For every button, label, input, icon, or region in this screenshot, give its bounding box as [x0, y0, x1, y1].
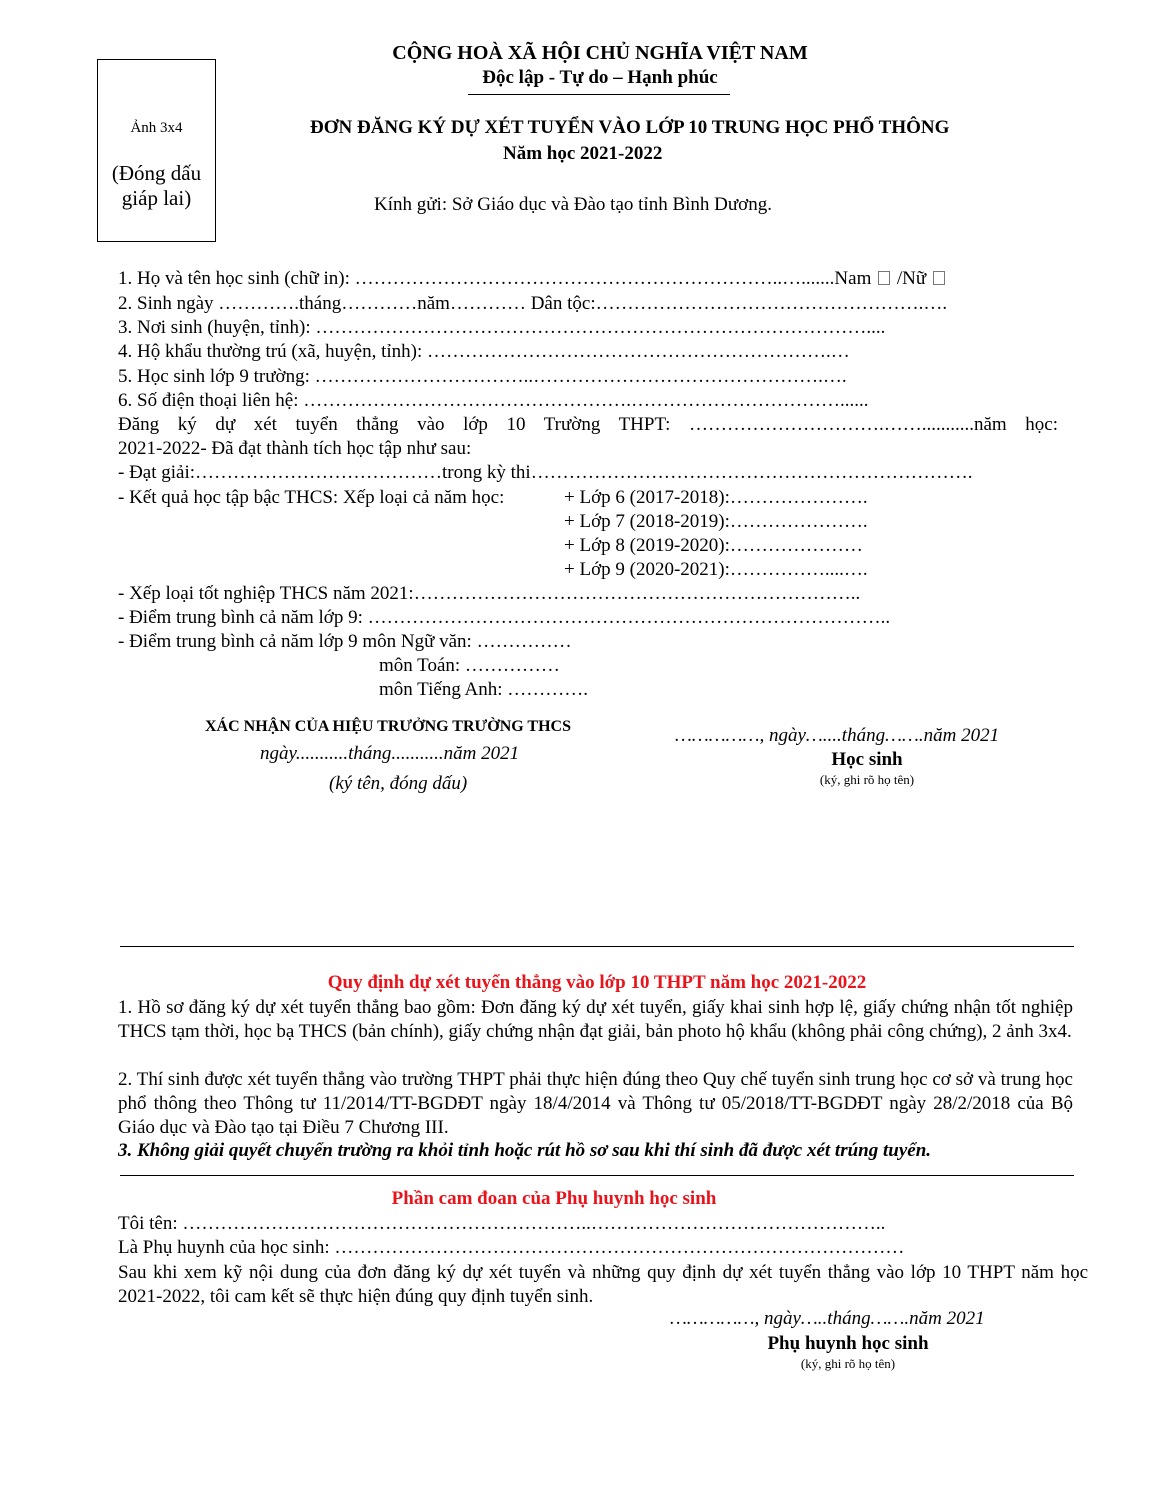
- student-name-field[interactable]: 1. Họ và tên học sinh (chữ in): …………………………………………………………..….......Nam: [118, 268, 872, 289]
- birth-date-field[interactable]: 2. Sinh ngày ………….tháng…………năm………… Dân tộc:…………………………………………….….: [118, 293, 948, 314]
- register-school-field[interactable]: Đăng ký dự xét tuyển thẳng vào lớp 10 Trường THPT: ………………………….……...........năm học:: [118, 414, 1058, 435]
- award-field[interactable]: - Đạt giải:…………………………………trong kỳ thi…………………………………………………………….: [118, 462, 973, 483]
- school-year: Năm học 2021-2022: [503, 143, 663, 164]
- avg-literature-field[interactable]: - Điểm trung bình cả năm lớp 9 môn Ngữ văn: ……………: [118, 631, 572, 652]
- principal-sign-note: (ký tên, đóng dấu): [329, 773, 468, 794]
- female-label: /Nữ: [896, 268, 927, 289]
- parent-section-divider: [120, 1175, 1074, 1176]
- parent-sign-note: (ký, ghi rõ họ tên): [800, 1356, 896, 1371]
- grade9-field[interactable]: + Lớp 9 (2020-2021):……………....….: [564, 559, 868, 580]
- country-name: CỘNG HOÀ XÃ HỘI CHỦ NGHĨA VIỆT NAM: [392, 42, 808, 64]
- student-sign-title: Học sinh: [831, 749, 903, 770]
- parent-name-field[interactable]: Tôi tên: ………………………………………………………..………………………………………..: [118, 1213, 886, 1234]
- rule-item-1: 1. Hồ sơ đăng ký dự xét tuyển thẳng bao gồm: Đơn đăng ký dự xét tuyển, giấy khai sinh hợp lệ, giấy chứng nhận tốt nghiệp THCS tạm thời, học bạ THCS (bản chính), giấy chứng nhận đạt giải, bản photo hộ khẩu (không phải công chứng), 2 ảnh 3x4.: [118, 997, 1073, 1042]
- results-label: - Kết quả học tập bậc THCS: Xếp loại cả năm học:: [118, 487, 505, 508]
- photo-size-label: Ảnh 3x4: [130, 120, 183, 136]
- grade7-field[interactable]: + Lớp 7 (2018-2019):………………….: [564, 511, 868, 532]
- parent-of-student-field[interactable]: Là Phụ huynh của học sinh: ………………………………………………………………………………: [118, 1237, 905, 1258]
- parent-sign-title: Phụ huynh học sinh: [767, 1333, 929, 1354]
- female-checkbox[interactable]: [933, 271, 945, 285]
- rule-item-2: 2. Thí sinh được xét tuyển thẳng vào trường THPT phải thực hiện đúng theo Quy chế tuyển sinh trung học cơ sở và trung học phổ thông theo Thông tư 11/2014/TT-BGDĐT ngày 18/4/2014 và Thông tư 05/2018/TT-BGDĐT ngày 28/2/2018 của Bộ Giáo dục và Đào tạo tại Điều 7 Chương III.: [118, 1069, 1073, 1138]
- english-field[interactable]: môn Tiếng Anh: ………….: [379, 679, 589, 700]
- form-title: ĐƠN ĐĂNG KÝ DỰ XÉT TUYỂN VÀO LỚP 10 TRUNG HỌC PHỔ THÔNG: [310, 117, 950, 138]
- principal-confirmation-title: XÁC NHẬN CỦA HIỆU TRƯỞNG TRƯỜNG THCS: [205, 718, 571, 735]
- avg-grade9-field[interactable]: - Điểm trung bình cả năm lớp 9: ………………………………………………………………………..: [118, 607, 891, 628]
- student-sign-date: ……………, ngày…....tháng…….năm 2021: [675, 725, 1000, 746]
- parent-statement: Sau khi xem kỹ nội dung của đơn đăng ký dự xét tuyển và những quy định dự xét tuyển thẳng vào lớp 10 THPT năm học 2021-2022, tôi cam kết sẽ thực hiện đúng quy định tuyển sinh.: [118, 1262, 1088, 1307]
- residence-field[interactable]: 4. Hộ khẩu thường trú (xã, huyện, tỉnh): ……………………………………………………….…: [118, 341, 850, 362]
- rule-item-3: 3. Không giải quyết chuyển trường ra khỏi tỉnh hoặc rút hồ sơ sau khi thí sinh đã được xét trúng tuyển.: [118, 1140, 932, 1161]
- phone-field[interactable]: 6. Số điện thoại liên hệ: …………………………………………….……………………………......: [118, 390, 869, 411]
- grade9-school-field[interactable]: 5. Học sinh lớp 9 trường: ……………………………..……………………………………….….: [118, 366, 847, 387]
- graduation-field[interactable]: - Xếp loại tốt nghiệp THCS năm 2021:……………………………………………………………..: [118, 583, 861, 604]
- principal-date: ngày...........tháng...........năm 2021: [260, 743, 520, 764]
- grade6-field[interactable]: + Lớp 6 (2017-2018):………………….: [564, 487, 868, 508]
- recipient-line: Kính gửi: Sở Giáo dục và Đào tạo tỉnh Bình Dương.: [374, 194, 772, 215]
- national-motto: Độc lập - Tự do – Hạnh phúc: [482, 67, 718, 88]
- photo-box: [97, 59, 216, 242]
- motto-underline: [468, 94, 730, 95]
- parent-sign-date: ……………, ngày…..tháng…….năm 2021: [670, 1308, 985, 1329]
- register-line-2: 2021-2022- Đã đạt thành tích học tập như sau:: [118, 438, 472, 459]
- student-name-line: [118, 268, 947, 290]
- male-checkbox[interactable]: [878, 271, 890, 285]
- parent-section-title: Phần cam đoan của Phụ huynh học sinh: [391, 1188, 717, 1209]
- photo-stamp-note: (Đóng dấu giáp lai): [111, 161, 202, 210]
- birthplace-field[interactable]: 3. Nơi sinh (huyện, tỉnh): ……………………………………………………………………………....: [118, 317, 886, 338]
- section-divider: [120, 946, 1074, 947]
- grade8-field[interactable]: + Lớp 8 (2019-2020):…………………: [564, 535, 863, 556]
- math-field[interactable]: môn Toán: ……………: [379, 655, 560, 676]
- student-sign-note: (ký, ghi rõ họ tên): [819, 772, 915, 787]
- rules-title: Quy định dự xét tuyển thẳng vào lớp 10 THPT năm học 2021-2022: [327, 972, 867, 993]
